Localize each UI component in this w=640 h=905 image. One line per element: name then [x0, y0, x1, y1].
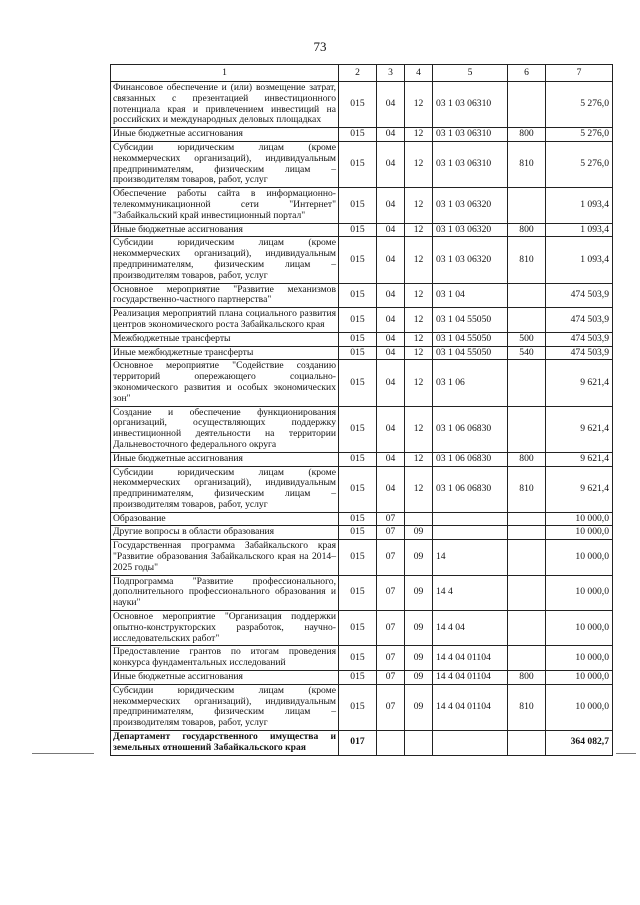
- row-name-cell: Иные бюджетные ассигнования: [111, 671, 339, 685]
- row-code-cell: 015: [339, 671, 377, 685]
- row-code-cell: 015: [339, 406, 377, 452]
- row-expense-type-cell: 810: [508, 466, 546, 512]
- column-header: 3: [377, 65, 405, 82]
- row-subsection-cell: 12: [405, 283, 433, 308]
- row-expense-type-cell: [508, 406, 546, 452]
- row-section-cell: 07: [377, 611, 405, 646]
- row-subsection-cell: [405, 512, 433, 526]
- column-header: 5: [433, 65, 508, 82]
- table-row: [111, 223, 613, 237]
- row-name-cell: Основное мероприятие "Организация поддержки опытно-конструкторских разработок, научно-исследовательских работ": [111, 611, 339, 646]
- row-name-cell: Субсидии юридическим лицам (кроме некоммерческих организаций), индивидуальным предпринимателям, физическим лицам – производителям товаров, работ, услуг: [111, 237, 339, 283]
- table-row: [111, 452, 613, 466]
- row-subsection-cell: [405, 731, 433, 756]
- row-name-cell: Иные бюджетные ассигнования: [111, 452, 339, 466]
- table-row: [111, 540, 613, 575]
- row-amount-cell: 364 082,7: [546, 731, 613, 756]
- row-subsection-cell: 12: [405, 406, 433, 452]
- row-amount-cell: 9 621,4: [546, 452, 613, 466]
- row-code-cell: 015: [339, 684, 377, 730]
- row-section-cell: 04: [377, 141, 405, 187]
- table-row: [111, 684, 613, 730]
- table-row: [111, 512, 613, 526]
- row-amount-cell: 10 000,0: [546, 526, 613, 540]
- row-target-article-cell: 03 1 06 06830: [433, 452, 508, 466]
- row-target-article-cell: [433, 526, 508, 540]
- row-name-cell: Государственная программа Забайкальского края "Развитие образования Забайкальского края на 2014–2025 годы": [111, 540, 339, 575]
- row-amount-cell: 9 621,4: [546, 406, 613, 452]
- row-target-article-cell: [433, 512, 508, 526]
- row-subsection-cell: 12: [405, 466, 433, 512]
- row-code-cell: 015: [339, 188, 377, 223]
- row-name-cell: Финансовое обеспечение и (или) возмещение затрат, связанных с презентацией инвестиционного потенциала края и привлечением инвестиций на российских и международных деловых площадках: [111, 82, 339, 128]
- row-expense-type-cell: [508, 283, 546, 308]
- row-subsection-cell: 09: [405, 671, 433, 685]
- row-amount-cell: 1 093,4: [546, 237, 613, 283]
- budget-table: [110, 64, 613, 756]
- row-subsection-cell: 09: [405, 526, 433, 540]
- row-expense-type-cell: [508, 731, 546, 756]
- row-amount-cell: 10 000,0: [546, 540, 613, 575]
- row-subsection-cell: 12: [405, 237, 433, 283]
- table-row: [111, 611, 613, 646]
- row-expense-type-cell: 810: [508, 237, 546, 283]
- row-amount-cell: 10 000,0: [546, 671, 613, 685]
- table-row: [111, 575, 613, 610]
- row-target-article-cell: 14 4 04: [433, 611, 508, 646]
- row-subsection-cell: 09: [405, 540, 433, 575]
- row-subsection-cell: 12: [405, 82, 433, 128]
- row-subsection-cell: 09: [405, 611, 433, 646]
- row-name-cell: Предоставление грантов по итогам проведения конкурса фундаментальных исследований: [111, 646, 339, 671]
- row-expense-type-cell: [508, 646, 546, 671]
- row-name-cell: Иные межбюджетные трансферты: [111, 346, 339, 360]
- row-section-cell: 04: [377, 406, 405, 452]
- row-expense-type-cell: 800: [508, 671, 546, 685]
- row-amount-cell: 474 503,9: [546, 332, 613, 346]
- row-name-cell: Создание и обеспечение функционирования организаций, осуществляющих поддержку инвестиционной деятельности на территории Дальневосточного федерального округа: [111, 406, 339, 452]
- row-amount-cell: 10 000,0: [546, 575, 613, 610]
- row-subsection-cell: 12: [405, 360, 433, 406]
- table-row: [111, 646, 613, 671]
- row-name-cell: Субсидии юридическим лицам (кроме некоммерческих организаций), индивидуальным предпринимателям, физическим лицам – производителям товаров, работ, услуг: [111, 466, 339, 512]
- row-code-cell: 015: [339, 466, 377, 512]
- row-expense-type-cell: [508, 188, 546, 223]
- row-code-cell: 015: [339, 82, 377, 128]
- row-subsection-cell: 12: [405, 452, 433, 466]
- row-name-cell: Департамент государственного имущества и земельных отношений Забайкальского края: [111, 731, 339, 756]
- row-section-cell: 04: [377, 283, 405, 308]
- row-expense-type-cell: [508, 360, 546, 406]
- row-target-article-cell: 03 1 03 06310: [433, 141, 508, 187]
- row-target-article-cell: 03 1 06 06830: [433, 466, 508, 512]
- row-amount-cell: 5 276,0: [546, 141, 613, 187]
- row-section-cell: 04: [377, 128, 405, 142]
- row-name-cell: Субсидии юридическим лицам (кроме некоммерческих организаций), индивидуальным предпринимателям, физическим лицам – производителям товаров, работ, услуг: [111, 141, 339, 187]
- row-target-article-cell: [433, 731, 508, 756]
- row-subsection-cell: 12: [405, 141, 433, 187]
- row-expense-type-cell: 800: [508, 452, 546, 466]
- row-amount-cell: 9 621,4: [546, 360, 613, 406]
- column-header: 7: [546, 65, 613, 82]
- table-row: [111, 346, 613, 360]
- row-section-cell: 07: [377, 646, 405, 671]
- row-code-cell: 015: [339, 360, 377, 406]
- row-code-cell: 015: [339, 526, 377, 540]
- row-target-article-cell: 03 1 04 55050: [433, 346, 508, 360]
- row-section-cell: 07: [377, 575, 405, 610]
- row-subsection-cell: 12: [405, 308, 433, 333]
- row-section-cell: 04: [377, 452, 405, 466]
- row-amount-cell: 1 093,4: [546, 188, 613, 223]
- row-code-cell: 015: [339, 128, 377, 142]
- row-expense-type-cell: 810: [508, 684, 546, 730]
- table-row: [111, 731, 613, 756]
- row-amount-cell: 1 093,4: [546, 223, 613, 237]
- row-code-cell: 015: [339, 223, 377, 237]
- column-header: 4: [405, 65, 433, 82]
- row-name-cell: Реализация мероприятий плана социального развития центров экономического роста Забайкальского края: [111, 308, 339, 333]
- row-name-cell: Образование: [111, 512, 339, 526]
- row-name-cell: Подпрограмма "Развитие профессионального, дополнительного профессионального образования и науки": [111, 575, 339, 610]
- row-expense-type-cell: [508, 512, 546, 526]
- row-name-cell: Обеспечение работы сайта в информационно-телекоммуникационной сети "Интернет" "Забайкальский край инвестиционный портал": [111, 188, 339, 223]
- row-amount-cell: 474 503,9: [546, 308, 613, 333]
- row-section-cell: 07: [377, 684, 405, 730]
- row-section-cell: 04: [377, 188, 405, 223]
- row-code-cell: 015: [339, 283, 377, 308]
- page-number: 73: [313, 39, 327, 54]
- row-code-cell: 015: [339, 141, 377, 187]
- row-name-cell: Основное мероприятие "Развитие механизмов государственно-частного партнерства": [111, 283, 339, 308]
- table-row: [111, 141, 613, 187]
- row-subsection-cell: 12: [405, 128, 433, 142]
- table-row: [111, 237, 613, 283]
- table-row: [111, 360, 613, 406]
- row-subsection-cell: 12: [405, 223, 433, 237]
- row-section-cell: 04: [377, 223, 405, 237]
- row-target-article-cell: 03 1 04 55050: [433, 308, 508, 333]
- row-amount-cell: 10 000,0: [546, 512, 613, 526]
- row-section-cell: 04: [377, 466, 405, 512]
- row-section-cell: 04: [377, 332, 405, 346]
- row-expense-type-cell: 500: [508, 332, 546, 346]
- row-target-article-cell: 14: [433, 540, 508, 575]
- row-subsection-cell: 09: [405, 575, 433, 610]
- table-row: [111, 188, 613, 223]
- row-name-cell: Иные бюджетные ассигнования: [111, 128, 339, 142]
- table-header-row: [111, 65, 613, 82]
- row-expense-type-cell: 540: [508, 346, 546, 360]
- row-code-cell: 015: [339, 237, 377, 283]
- scan-dash-right: [616, 753, 636, 754]
- table-row: [111, 406, 613, 452]
- table-row: [111, 308, 613, 333]
- row-target-article-cell: 03 1 04: [433, 283, 508, 308]
- table-row: [111, 332, 613, 346]
- row-code-cell: 015: [339, 308, 377, 333]
- row-amount-cell: 9 621,4: [546, 466, 613, 512]
- row-target-article-cell: 03 1 03 06320: [433, 237, 508, 283]
- row-expense-type-cell: [508, 611, 546, 646]
- row-amount-cell: 10 000,0: [546, 646, 613, 671]
- row-name-cell: Иные бюджетные ассигнования: [111, 223, 339, 237]
- scan-dash-left: [32, 753, 94, 754]
- row-subsection-cell: 09: [405, 646, 433, 671]
- row-amount-cell: 474 503,9: [546, 346, 613, 360]
- row-section-cell: 04: [377, 360, 405, 406]
- row-section-cell: 07: [377, 512, 405, 526]
- row-subsection-cell: 12: [405, 346, 433, 360]
- row-target-article-cell: 14 4 04 01104: [433, 646, 508, 671]
- row-subsection-cell: 12: [405, 188, 433, 223]
- table-row: [111, 466, 613, 512]
- row-name-cell: Другие вопросы в области образования: [111, 526, 339, 540]
- row-code-cell: 015: [339, 611, 377, 646]
- row-amount-cell: 10 000,0: [546, 684, 613, 730]
- table-row: [111, 82, 613, 128]
- row-target-article-cell: 03 1 06: [433, 360, 508, 406]
- row-target-article-cell: 03 1 03 06310: [433, 128, 508, 142]
- row-amount-cell: 5 276,0: [546, 128, 613, 142]
- row-target-article-cell: 14 4: [433, 575, 508, 610]
- row-section-cell: 04: [377, 308, 405, 333]
- table-row: [111, 283, 613, 308]
- table-row: [111, 671, 613, 685]
- row-subsection-cell: 12: [405, 332, 433, 346]
- row-section-cell: 07: [377, 671, 405, 685]
- row-expense-type-cell: 810: [508, 141, 546, 187]
- table-row: [111, 128, 613, 142]
- row-expense-type-cell: [508, 308, 546, 333]
- row-name-cell: Межбюджетные трансферты: [111, 332, 339, 346]
- row-code-cell: 017: [339, 731, 377, 756]
- row-subsection-cell: 09: [405, 684, 433, 730]
- row-expense-type-cell: [508, 540, 546, 575]
- row-name-cell: Субсидии юридическим лицам (кроме некоммерческих организаций), индивидуальным предпринимателям, физическим лицам – производителям товаров, работ, услуг: [111, 684, 339, 730]
- row-target-article-cell: 14 4 04 01104: [433, 671, 508, 685]
- row-target-article-cell: 03 1 06 06830: [433, 406, 508, 452]
- row-code-cell: 015: [339, 575, 377, 610]
- row-code-cell: 015: [339, 452, 377, 466]
- table-row: [111, 526, 613, 540]
- row-amount-cell: 5 276,0: [546, 82, 613, 128]
- row-section-cell: 04: [377, 82, 405, 128]
- row-expense-type-cell: 800: [508, 223, 546, 237]
- row-code-cell: 015: [339, 512, 377, 526]
- row-expense-type-cell: [508, 82, 546, 128]
- row-section-cell: 07: [377, 526, 405, 540]
- column-header: 6: [508, 65, 546, 82]
- row-code-cell: 015: [339, 332, 377, 346]
- row-code-cell: 015: [339, 540, 377, 575]
- row-section-cell: 07: [377, 540, 405, 575]
- row-expense-type-cell: [508, 526, 546, 540]
- row-code-cell: 015: [339, 646, 377, 671]
- row-target-article-cell: 03 1 03 06320: [433, 223, 508, 237]
- row-code-cell: 015: [339, 346, 377, 360]
- row-target-article-cell: 03 1 03 06320: [433, 188, 508, 223]
- row-target-article-cell: 03 1 03 06310: [433, 82, 508, 128]
- row-expense-type-cell: 800: [508, 128, 546, 142]
- row-section-cell: [377, 731, 405, 756]
- column-header: 2: [339, 65, 377, 82]
- row-amount-cell: 474 503,9: [546, 283, 613, 308]
- row-amount-cell: 10 000,0: [546, 611, 613, 646]
- row-expense-type-cell: [508, 575, 546, 610]
- row-target-article-cell: 03 1 04 55050: [433, 332, 508, 346]
- row-section-cell: 04: [377, 346, 405, 360]
- row-name-cell: Основное мероприятие "Содействие созданию территорий опережающего социально-экономического развития и особых экономических зон": [111, 360, 339, 406]
- row-target-article-cell: 14 4 04 01104: [433, 684, 508, 730]
- column-header: 1: [111, 65, 339, 82]
- row-section-cell: 04: [377, 237, 405, 283]
